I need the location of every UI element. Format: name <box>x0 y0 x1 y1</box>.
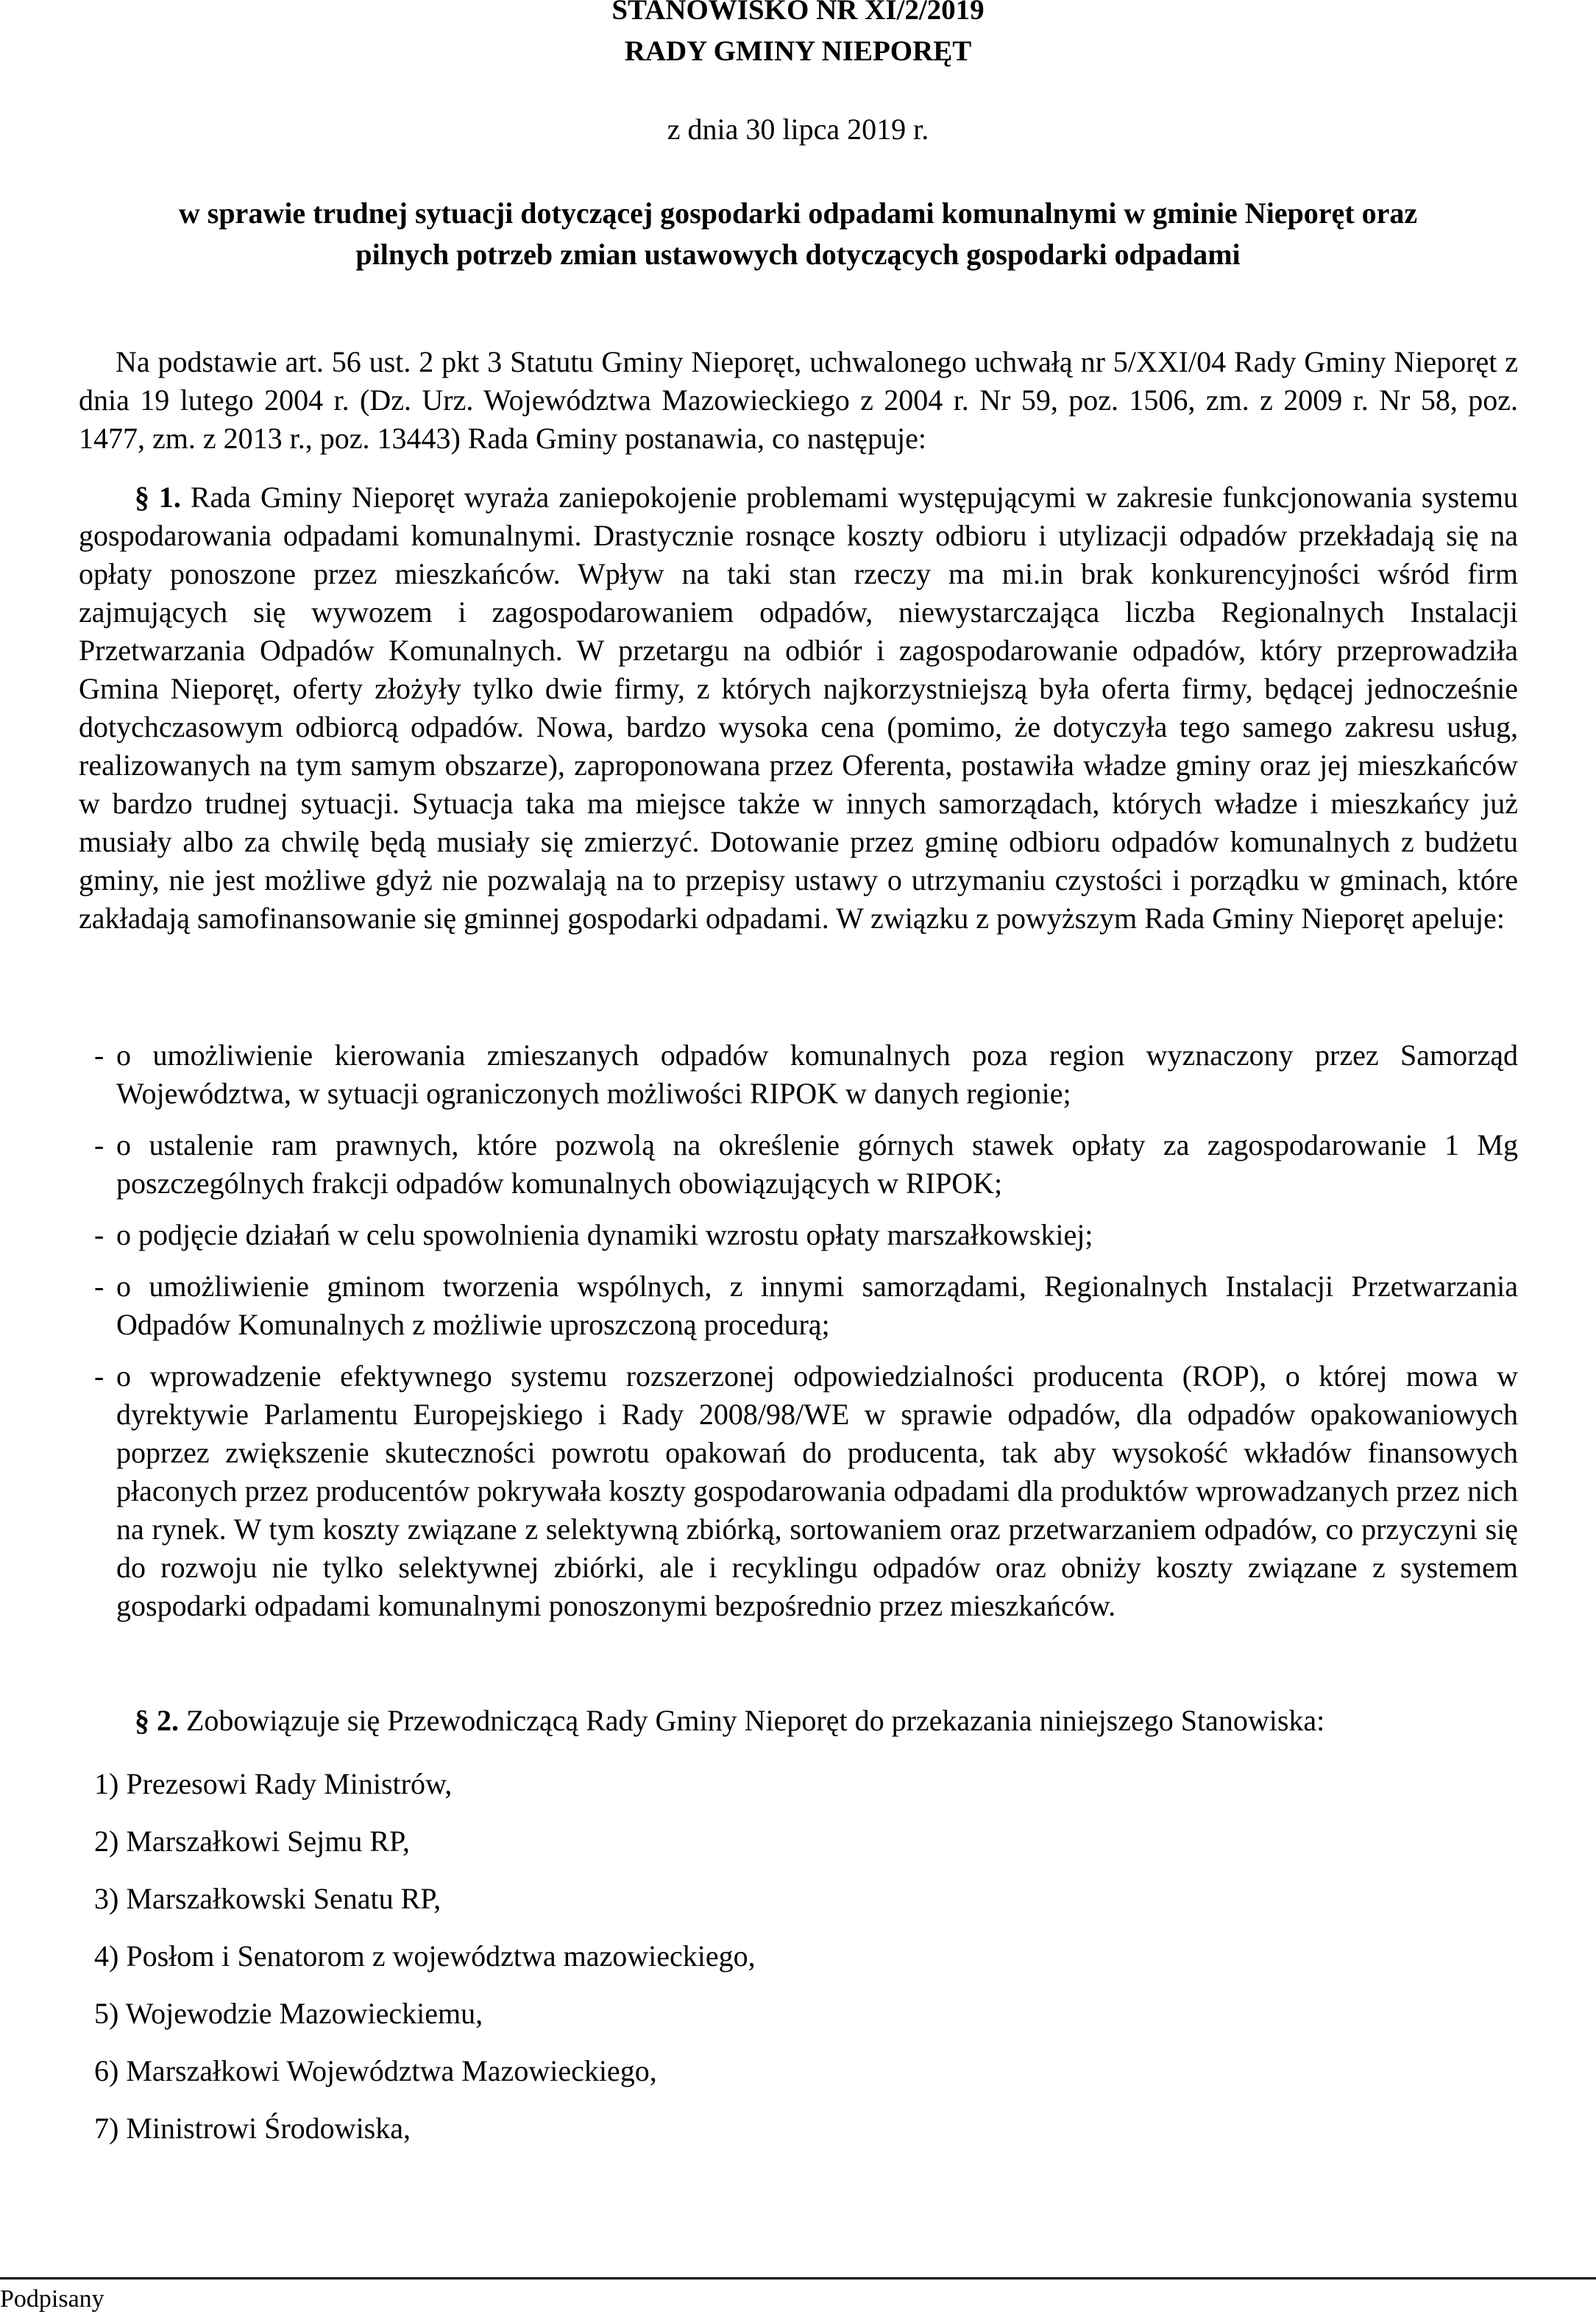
list-dash: - <box>94 1218 104 1251</box>
list-item-text: o umożliwienie kierowania zmieszanych odpadów komunalnych poza region wyznaczony przez Samorząd Województwa, w sytuacji ograniczonych możliwości RIPOK w danych regionie; <box>116 1039 1518 1110</box>
list-dash: - <box>94 1270 104 1303</box>
section-2-paragraph <box>135 1702 1324 1740</box>
list-item <box>94 1357 1518 1625</box>
section-2-text: Zobowiązuje się Przewodniczącą Rady Gminy Nieporęt do przekazania niniejszego Stanowiska: <box>179 1704 1325 1737</box>
recipients-list <box>94 1765 756 2167</box>
document-date: z dnia 30 lipca 2019 r. <box>667 113 929 146</box>
list-item <box>94 1036 1518 1113</box>
section-1-marker: § 1. <box>135 481 181 514</box>
recipient-item: 4) Posłom i Senatorom z województwa mazowieckiego, <box>94 1939 756 1973</box>
recipient-item: 5) Wojewodzie Mazowieckiemu, <box>94 1997 483 2030</box>
recipient-item: 6) Marszałkowi Województwa Mazowieckiego, <box>94 2054 657 2087</box>
recipient-item: 7) Ministrowi Środowiska, <box>94 2112 411 2145</box>
list-item <box>94 1267 1518 1344</box>
list-dash: - <box>94 1359 104 1393</box>
section-1-paragraph <box>79 478 1518 938</box>
recipient-item: 2) Marszałkowi Sejmu RP, <box>94 1825 410 1858</box>
list-dash: - <box>94 1039 104 1072</box>
list-item <box>94 1126 1518 1203</box>
title-line-1: STANOWISKO NR XI/2/2019 <box>611 0 985 26</box>
footer-divider <box>0 2277 1596 2279</box>
appeals-list <box>94 1036 1518 1638</box>
subject-line-2: pilnych potrzeb zmian ustawowych dotyczących gospodarki odpadami <box>355 238 1241 271</box>
document-subject <box>96 193 1500 275</box>
list-item-text: o podjęcie działań w celu spowolnienia dynamiki wzrostu opłaty marszałkowskiej; <box>116 1218 1093 1251</box>
title-line-2: RADY GMINY NIEPORĘT <box>624 35 972 67</box>
list-item <box>94 1216 1518 1254</box>
intro-paragraph: Na podstawie art. 56 ust. 2 pkt 3 Statutu Gminy Nieporęt, uchwalonego uchwałą nr 5/XXI/04 Rady Gminy Nieporęt z dnia 19 lutego 2004 r. (Dz. Urz. Województwa Mazowieckiego z 2004 r. Nr 59, poz. 1506, zm. z 2009 r. Nr 58, poz. 1477, zm. z 2013 r., poz. 13443) Rada Gminy postanawia, co następuje: <box>79 345 1518 455</box>
recipient-item: 3) Marszałkowski Senatu RP, <box>94 1882 441 1915</box>
signed-label: Podpisany <box>0 2285 104 2313</box>
list-item-text: o ustalenie ram prawnych, które pozwolą na określenie górnych stawek opłaty za zagospodarowanie 1 Mg poszczególnych frakcji odpadów komunalnych obowiązujących w RIPOK; <box>116 1128 1518 1200</box>
subject-line-1: w sprawie trudnej sytuacji dotyczącej gospodarki odpadami komunalnymi w gminie Nieporęt oraz <box>178 197 1418 230</box>
list-dash: - <box>94 1128 104 1161</box>
section-1-text: Rada Gminy Nieporęt wyraża zaniepokojenie problemami występującymi w zakresie funkcjonowania systemu gospodarowania odpadami komunalnymi. Drastycznie rosnące koszty odbioru i utylizacji odpadów przekładają się na opłaty ponoszone przez mieszkańców. Wpływ na taki stan rzeczy ma mi.in brak konkurencyjności wśród firm zajmujących się wywozem i zagospodarowaniem odpadów, niewystarczająca liczba Regionalnych Instalacji Przetwarzania Odpadów Komunalnych. W przetargu na odbiór i zagospodarowanie odpadów, który przeprowadziła Gmina Nieporęt, oferty złożyły tylko dwie firmy, z których najkorzystniejszą była oferta firmy, będącej jednocześnie dotychczasowym odbiorcą odpadów. Nowa, bardzo wysoka cena (pomimo, że dotyczyła tego samego zakresu usług, realizowanych na tym samym obszarze), zaproponowana przez Oferenta, postawiła władze gminy oraz jej mieszkańców w bardzo trudnej sytuacji. Sytuacja taka ma miejsce także w innych samorządach, których władze i mieszkańcy już musiały albo za chwilę będą musiały się zmierzyć. Dotowanie przez gminę odbioru odpadów komunalnych z budżetu gminy, nie jest możliwe gdyż nie pozwalają na to przepisy ustawy o utrzymaniu czystości i porządku w gminach, które zakładają samofinansowanie się gminnej gospodarki odpadami. W związku z powyższym Rada Gminy Nieporęt apeluje: <box>79 481 1518 935</box>
document-title <box>0 0 1596 72</box>
section-2-marker: § 2. <box>135 1704 179 1737</box>
list-item-text: o wprowadzenie efektywnego systemu rozszerzonej odpowiedzialności producenta (ROP), o której mowa w dyrektywie Parlamentu Europejskiego i Rady 2008/98/WE w sprawie odpadów, dla odpadów opakowaniowych poprzez zwiększenie skuteczności powrotu opakowań do producenta, tak aby wysokość wkładów finansowych płaconych przez producentów pokrywała koszty gospodarowania odpadami dla produktów wprowadzanych przez nich na rynek. W tym koszty związane z selektywną zbiórką, sortowaniem oraz przetwarzaniem odpadów, co przyczyni się do rozwoju nie tylko selektywnej zbiórki, ale i recyklingu odpadów oraz obniży koszty związane z systemem gospodarki odpadami komunalnymi ponoszonymi bezpośrednio przez mieszkańców. <box>116 1359 1518 1622</box>
list-item-text: o umożliwienie gminom tworzenia wspólnych, z innymi samorządami, Regionalnych Instalacji Przetwarzania Odpadów Komunalnych z możliwie uproszczoną procedurą; <box>116 1270 1518 1341</box>
recipient-item: 1) Prezesowi Rady Ministrów, <box>94 1767 453 1800</box>
